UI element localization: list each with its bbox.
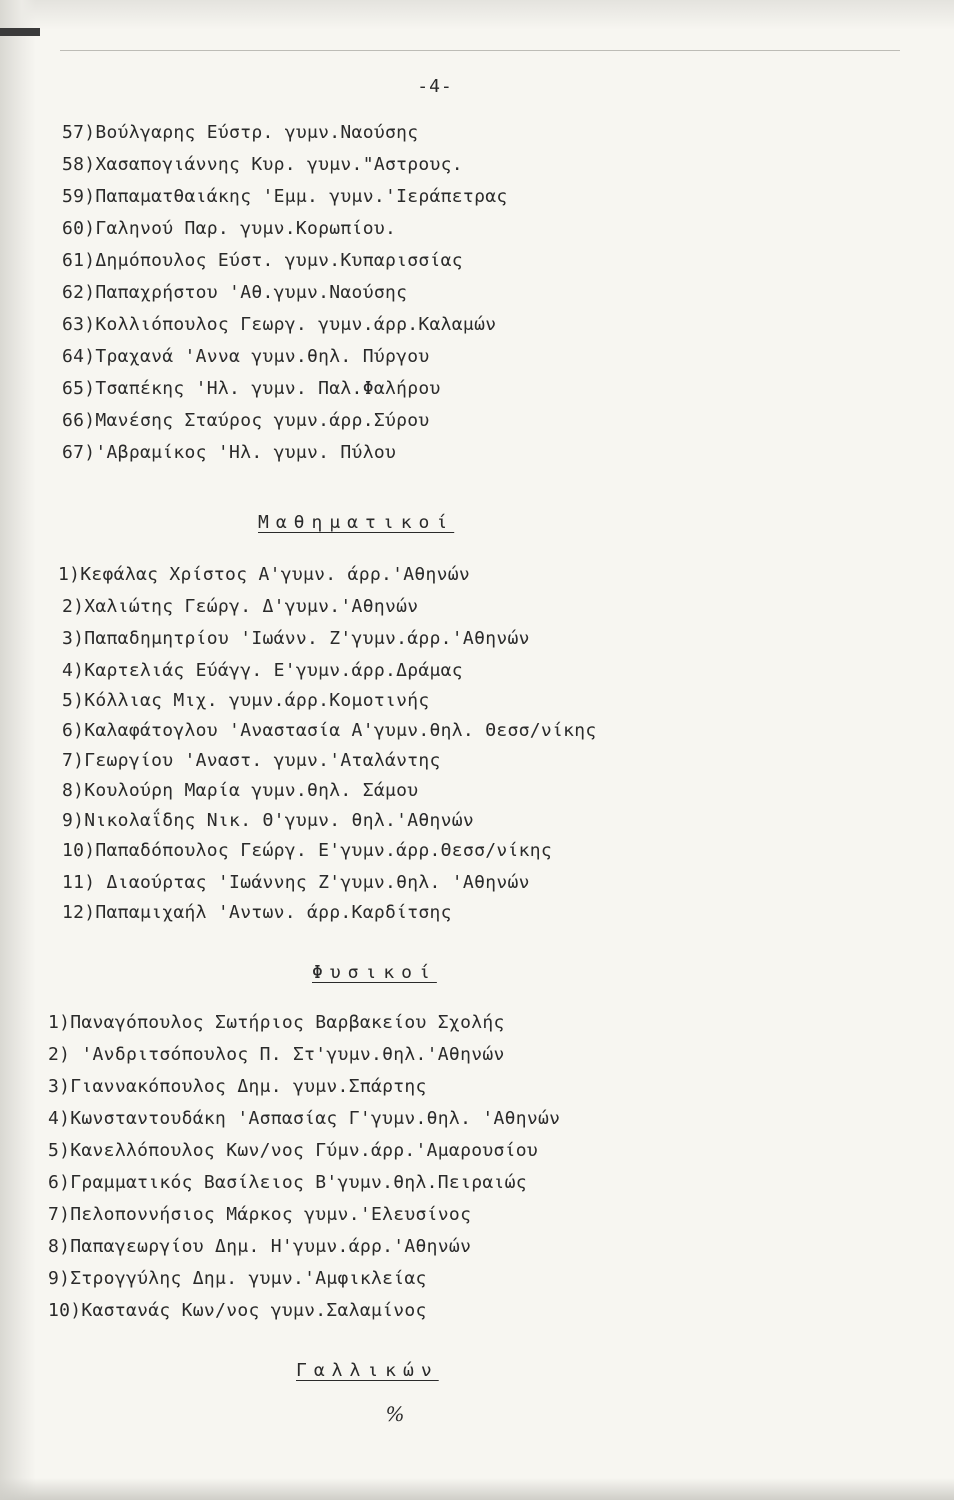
list-item: 4)Καρτελιάς Εύάγγ. Ε'γυμν.άρρ.Δράμας <box>62 660 463 681</box>
list-item: 61)Δημόπουλος Εύστ. γυμν.Κυπαρισσίας <box>62 250 463 271</box>
list-item: 58)Χασαπογιάννης Κυρ. γυμν."Αστρους. <box>62 154 463 175</box>
list-item: 10)Καστανάς Κων/νος γυμν.Σαλαμίνος <box>48 1300 427 1321</box>
scan-corner-mark <box>0 28 40 36</box>
list-item: 11) Διαούρτας 'Ιωάννης Ζ'γυμν.θηλ. 'Αθηνών <box>62 872 530 893</box>
list-item: 1)Κεφάλας Χρίστος Α'γυμν. άρρ.'Αθηνών <box>58 564 471 585</box>
scan-top-shadow <box>0 0 954 30</box>
continuation-mark: % <box>385 1402 405 1426</box>
list-item: 4)Κωνσταντουδάκη 'Ασπασίας Γ'γυμν.θηλ. 'Αθηνών <box>48 1108 561 1129</box>
list-item: 9)Νικολαΐδης Νικ. Θ'γυμν. θηλ.'Αθηνών <box>62 810 475 831</box>
list-item: 60)Γαληνού Παρ. γυμν.Κορωπίου. <box>62 218 397 239</box>
list-item: 8)Κουλούρη Μαρία γυμν.θηλ. Σάμου <box>62 780 419 801</box>
list-item: 7)Πελοποννήσιος Μάρκος γυμν.'Ελευσίνος <box>48 1204 472 1225</box>
section-heading-physics: Φυσικοί <box>312 962 437 983</box>
list-item: 62)Παπαχρήστου 'Αθ.γυμν.Ναούσης <box>62 282 408 303</box>
list-item: 3)Γιαννακόπουλος Δημ. γυμν.Σπάρτης <box>48 1076 427 1097</box>
list-item: 59)Παπαματθαιάκης 'Εμμ. γυμν.'Ιεράπετρας <box>62 186 508 207</box>
list-item: 9)Στρογγύλης Δημ. γυμν.'Αμφικλείας <box>48 1268 427 1289</box>
list-item: 12)Παπαμιχαήλ 'Αντων. άρρ.Καρδίτσης <box>62 902 452 923</box>
list-item: 7)Γεωργίου 'Αναστ. γυμν.'Αταλάντης <box>62 750 441 771</box>
list-item: 64)Τραχανά 'Αννα γυμν.θηλ. Πύργου <box>62 346 430 367</box>
list-item: 6)Καλαφάτογλου 'Αναστασία Α'γυμν.θηλ. Θεσσ/νίκης <box>62 720 597 741</box>
list-item: 66)Μανέσης Σταύρος γυμν.άρρ.Σύρου <box>62 410 430 431</box>
list-item: 63)Κολλιόπουλος Γεωργ. γυμν.άρρ.Καλαμών <box>62 314 497 335</box>
list-item: 65)Τσαπέκης 'Ηλ. γυμν. Παλ.Φαλήρου <box>62 378 441 399</box>
scan-left-shadow <box>0 0 36 1500</box>
list-item: 2) 'Ανδριτσόπουλος Π. Στ'γυμν.θηλ.'Αθηνών <box>48 1044 505 1065</box>
list-item: 5)Κόλλιας Μιχ. γυμν.άρρ.Κομοτινής <box>62 690 430 711</box>
list-item: 10)Παπαδόπουλος Γεώργ. Ε'γυμν.άρρ.Θεσσ/νίκης <box>62 840 553 861</box>
top-rule <box>60 50 900 51</box>
page-number: -4- <box>417 76 453 97</box>
list-item: 57)Βούλγαρης Εύστρ. γυμν.Ναούσης <box>62 122 419 143</box>
list-item: 3)Παπαδημητρίου 'Ιωάνν. Ζ'γυμν.άρρ.'Αθηνών <box>62 628 530 649</box>
scan-bottom-shadow <box>0 1478 954 1500</box>
section-heading-french: Γαλλικών <box>296 1360 439 1381</box>
list-item: 8)Παπαγεωργίου Δημ. Η'γυμν.άρρ.'Αθηνών <box>48 1236 472 1257</box>
section-heading-mathematics: Μαθηματικοί <box>258 512 455 533</box>
list-item: 1)Παναγόπουλος Σωτήριος Βαρβακείου Σχολής <box>48 1012 505 1033</box>
list-item: 2)Χαλιώτης Γεώργ. Δ'γυμν.'Αθηνών <box>62 596 419 617</box>
list-item: 67)'Αβραμίκος 'Ηλ. γυμν. Πύλου <box>62 442 397 463</box>
list-item: 6)Γραμματικός Βασίλειος Β'γυμν.θηλ.Πειραιώς <box>48 1172 527 1193</box>
list-item: 5)Κανελλόπουλος Κων/νος Γύμν.άρρ.'Αμαρουσίου <box>48 1140 539 1161</box>
